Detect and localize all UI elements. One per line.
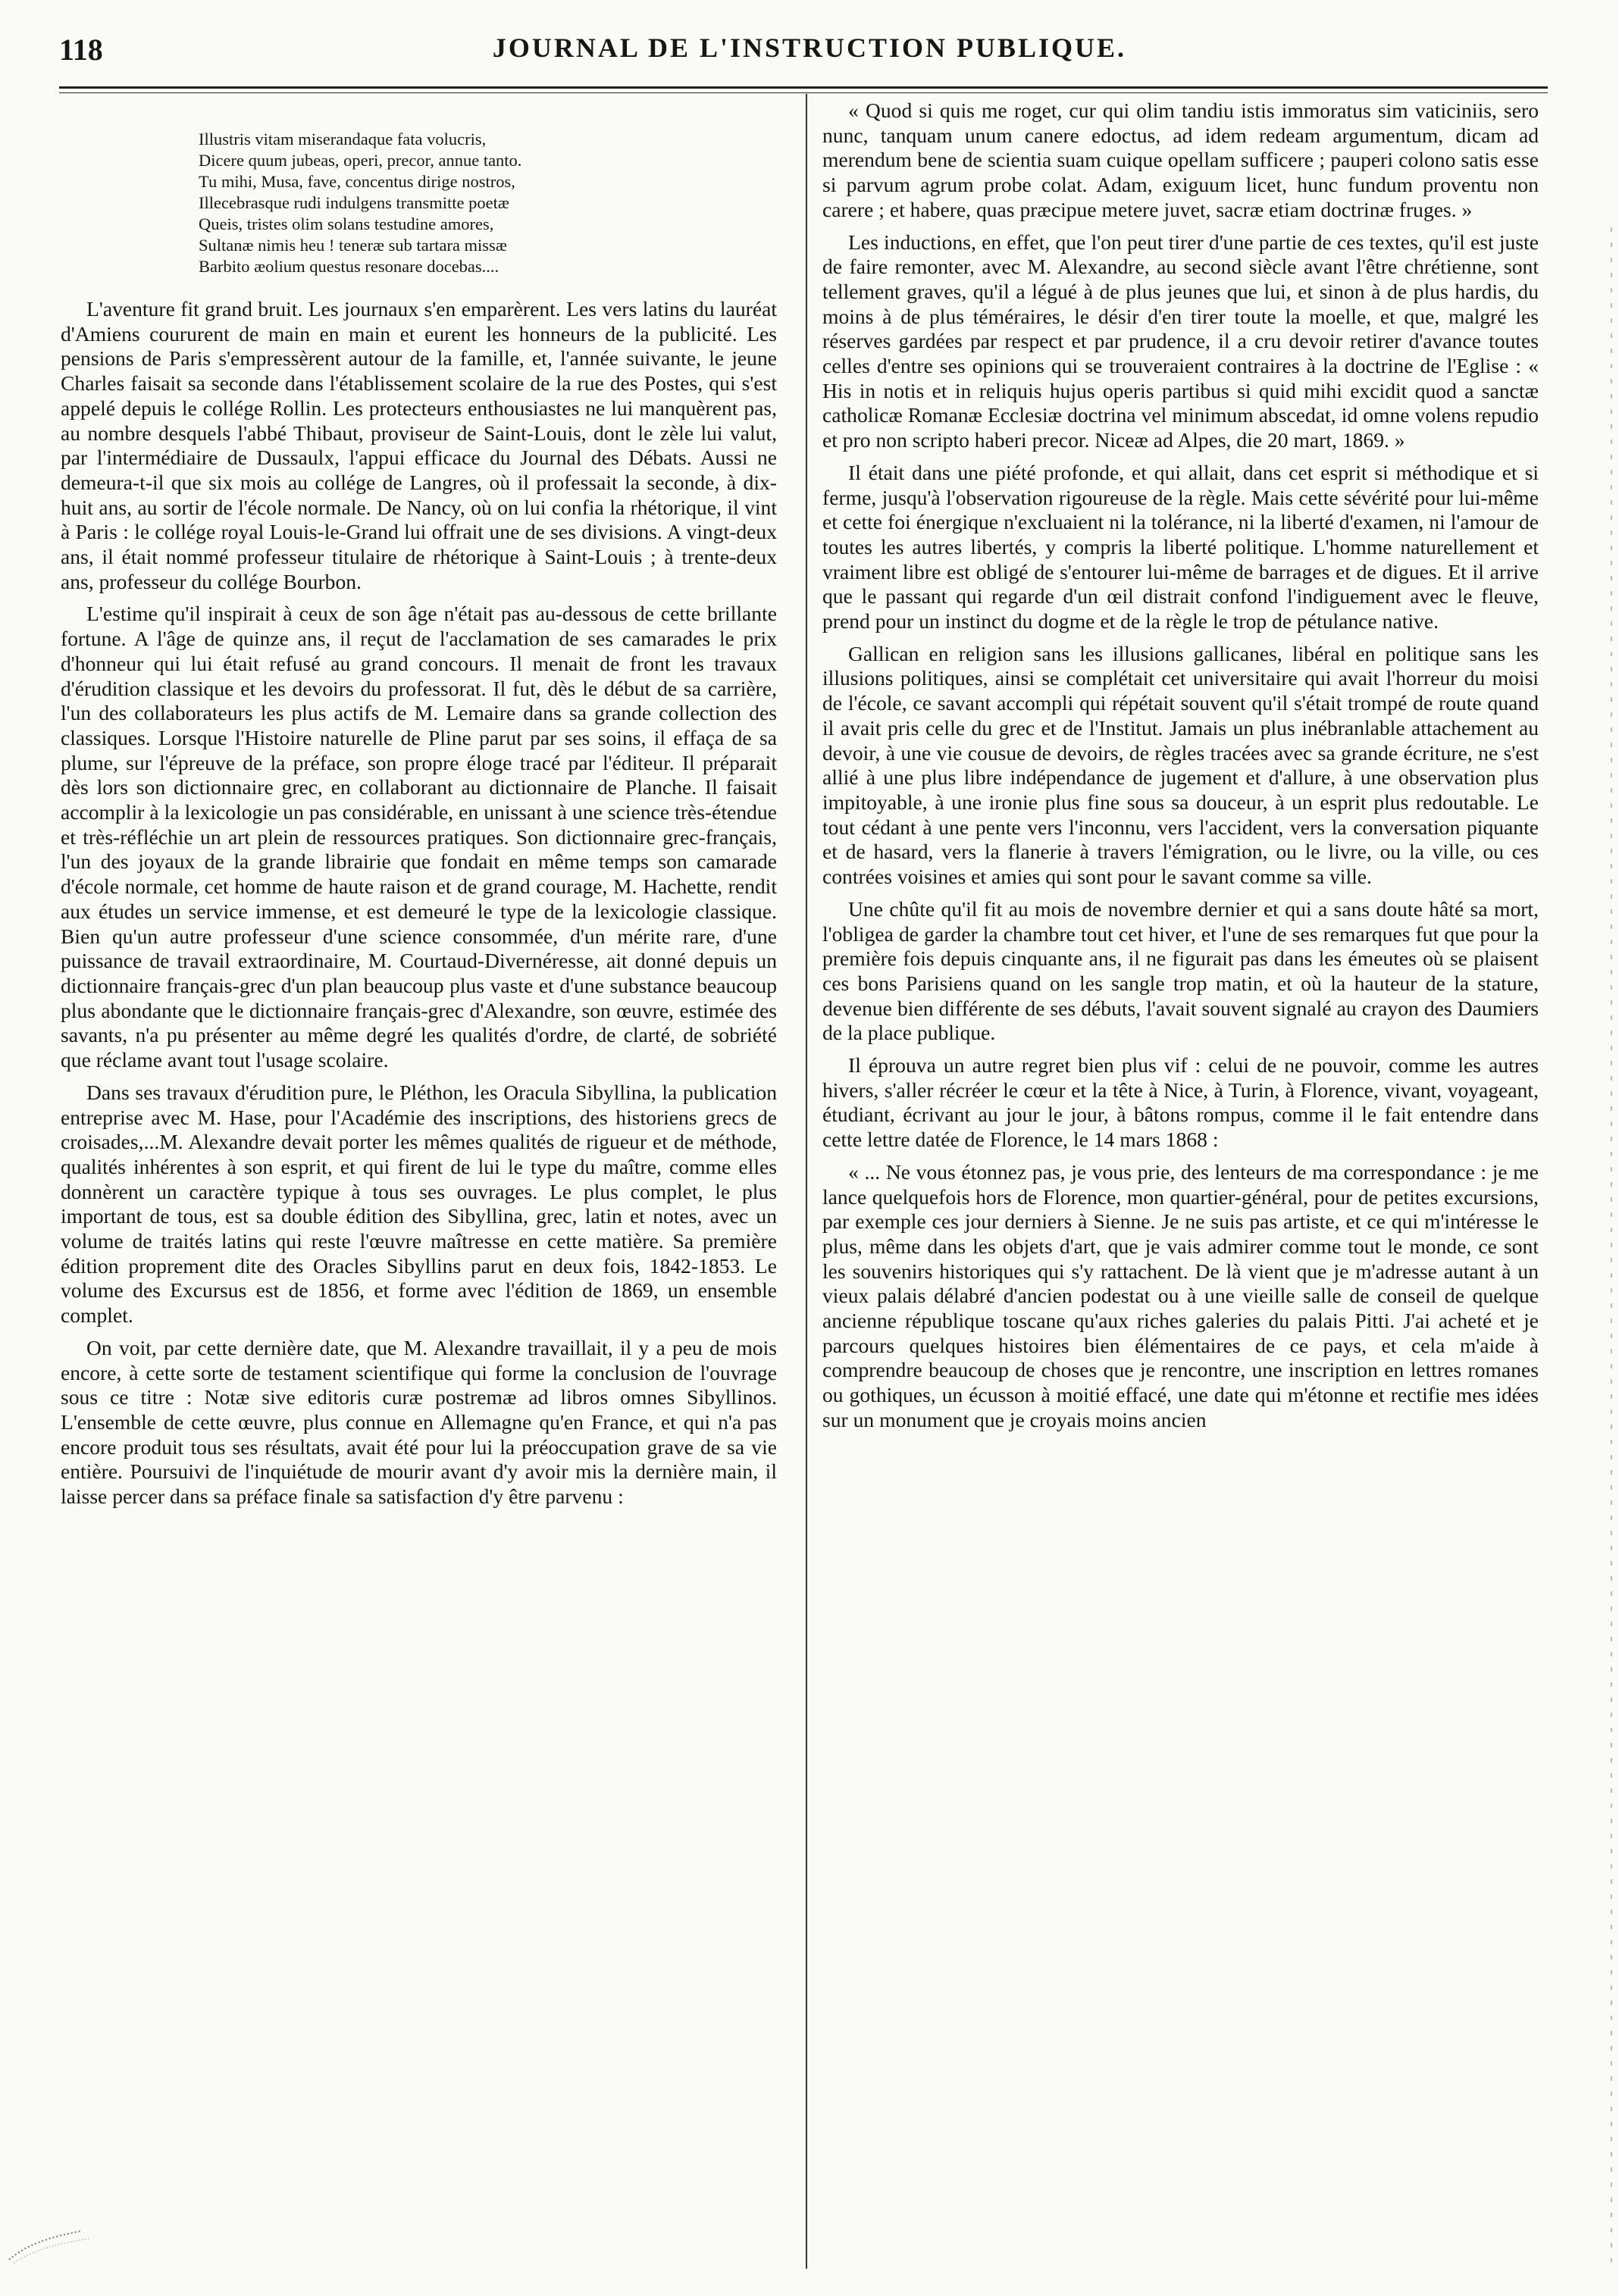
verse-line: Illustris vitam miserandaque fata volucris, <box>199 130 487 149</box>
running-title: JOURNAL DE L'INSTRUCTION PUBLIQUE. <box>492 33 1127 63</box>
header-rule <box>59 86 1548 93</box>
verse-line: Barbito æolium questus resonare docebas.... <box>199 257 499 276</box>
paragraph: Il était dans une piété profonde, et qui allait, dans cet esprit si méthodique et si ferme, jusqu'à l'observation rigoureuse de la règle. Mais cette sévérité pour lui-même et cette foi énergique n'excluaient ni la tolérance, ni la liberté d'examen, ni l'amour de toutes les autres libertés, y compris la liberté politique. L'homme naturellement et vraiment libre est obligé de s'entourer lui-même de barrages et de digues. Et il arrive que le passant qui regarde d'un œil distrait confond l'indiguement avec le fleuve, prend pour un instinct du dogme et de la règle le trop de pétulance native. <box>822 460 1539 633</box>
verse-line: Queis, tristes olim solans testudine amores, <box>199 214 494 233</box>
latin-verse <box>199 129 777 277</box>
verse-line: Sultanæ nimis heu ! teneræ sub tartara missæ <box>199 236 507 255</box>
right-column <box>822 99 1539 1440</box>
letter-quotation: « ... Ne vous étonnez pas, je vous prie, des lenteurs de ma correspondance : je me lance quelquefois hors de Florence, mon quartier-général, pour de petites excursions, par exemple ces jour derniers à Sienne. Je ne suis pas artiste, et ce qui m'intéresse le plus, même dans les objets d'art, que je vais admirer comme tout le monde, ce sont les souvenirs historiques qui s'y rattachent. De là vient que je m'adresse autant à un vieux palais délabré d'ancien podestat ou à une vieille salle de conseil de quelque ancienne république toscane qu'aux riches galeries du palais Pitti. J'ai acheté et je parcours quelques histoires bien élémentaires de ce pays, et cela m'aide à comprendre beaucoup de choses que je rencontre, une inscription en lettres romanes ou gothiques, un écusson à moitié effacé, une date qui m'étonne et rectifie mes idées sur un monument que je croyais moins ancien <box>822 1159 1539 1431</box>
latin-quotation: « Quod si quis me roget, cur qui olim tandiu istis immoratus sim vaticiniis, sero nunc, tanquam unum canere edoctus, ad idem redeam argumentum, dicam ad merendum bene de scientia suam cuique opellam sufficere ; pauperi colono satis esse si parvum agrum probe colat. Adam, exiguum licet, hunc fundum proventu non carere ; et habere, quas præcipue metere juvet, sacræ etiam doctrinæ fruges. » <box>822 99 1539 221</box>
column-divider <box>806 94 807 2269</box>
paragraph: Dans ses travaux d'érudition pure, le Pléthon, les Oracula Sibyllina, la publication entreprise avec M. Hase, pour l'Académie des inscriptions, des historiens grecs de croisades,...M. Alexandre devait porter les mêmes qualités de rigueur et de méthode, qualités inhérentes à son esprit, et qui firent de lui le type du maître, comme elles donnèrent un caractère typique à tous ses ouvrages. Le plus complet, le plus important de tous, est sa double édition des Sibyllina, grec, latin et notes, avec un volume de traités latins qui reste l'œuvre maîtresse en cette matière. Sa première édition proprement dite des Oracles Sibyllins parut en deux fois, 1842-1853. Le volume des Excursus est de 1856, et forme avec l'édition de 1869, un ensemble complet. <box>61 1080 777 1328</box>
paragraph: Il éprouva un autre regret bien plus vif : celui de ne pouvoir, comme les autres hivers, s'aller récréer le cœur et la tête à Nice, à Turin, à Florence, vivant, voyageant, étudiant, écrivant au jour le jour, à bâtons rompus, comme il le fait entendre dans cette lettre datée de Florence, le 14 mars 1868 : <box>822 1053 1539 1152</box>
page-edge-speckle <box>1608 227 1614 2273</box>
paragraph: On voit, par cette dernière date, que M. Alexandre travaillait, il y a peu de mois encore, à cette sorte de testament scientifique qui forme la conclusion de l'ouvrage sous ce titre : Notæ sive editoris curæ postremæ ad libros omnes Sibyllinos. L'ensemble de cette œuvre, plus connue en Allemagne qu'en France, et qui n'a pas encore produit tous ses résultats, avait été pour lui la préoccupation grave de sa vie entière. Poursuivi de l'inquiétude de mourir avant d'y avoir mis la dernière main, il laisse percer dans sa préface finale sa satisfaction d'y être parvenu : <box>61 1335 777 1509</box>
verse-line: Illecebrasque rudi indulgens transmitte poetæ <box>199 193 509 212</box>
ink-smudge <box>6 2220 97 2266</box>
verse-line: Tu mihi, Musa, fave, concentus dirige nostros, <box>199 172 515 191</box>
verse-line: Dicere quum jubeas, operi, precor, annue tanto. <box>199 151 522 170</box>
paragraph: L'aventure fit grand bruit. Les journaux s'en emparèrent. Les vers latins du lauréat d'Amiens coururent de main en main et eurent les honneurs de la publicité. Les pensions de Paris s'empressèrent autour de la famille, et, l'année suivante, le jeune Charles faisait sa seconde dans l'établissement scolaire de la rue des Postes, qui s'est appelé depuis le collége Rollin. Les protecteurs enthousiastes ne lui manquèrent pas, au nombre desquels l'abbé Thibaut, proviseur de Saint-Louis, dont le zèle lui valut, par l'intermédiaire de Dussaulx, l'appui efficace du Journal des Débats. Aussi ne demeura-t-il que six mois au collége de Langres, où il professait la seconde, à dix-huit ans, au sortir de l'école normale. De Nancy, où on lui confia la rhétorique, il vint à Paris : le collége royal Louis-le-Grand lui offrait une de ses divisions. A vingt-deux ans, il était nommé professeur titulaire de rhétorique à Saint-Louis ; à trente-deux ans, professeur du collége Bourbon. <box>61 297 777 593</box>
paragraph: Gallican en religion sans les illusions gallicanes, libéral en politique sans les illusions politiques, ainsi se complétait cet universitaire qui avait l'horreur du moisi de l'école, ce savant accompli qui répétait souvent qu'il s'était trompé de route quand il avait pris celle du grec et de l'Institut. Jamais un plus inébranlable attachement au devoir, à une vie cousue de devoirs, de règles tracées avec sa grande écriture, ne s'est allié à une plus libre indépendance de jugement et d'allure, à une observation plus impitoyable, à une ironie plus fine sous sa douceur, à un esprit plus redoutable. Le tout cédant à une pente vers l'inconnu, vers l'accident, vers la conversation piquante et de hasard, vers la flanerie à travers l'émigration, ou le livre, ou la ville, ou ces contrées voisines et amies qui sont pour le savant comme sa ville. <box>822 641 1539 889</box>
paragraph: L'estime qu'il inspirait à ceux de son âge n'était pas au-dessous de cette brillante fortune. A l'âge de quinze ans, il reçut de l'acclamation de ses camarades le prix d'honneur qui lui était refusé au grand concours. Il menait de front les travaux d'érudition classique et les devoirs du professorat. Il fut, dès le début de sa carrière, l'un des collaborateurs les plus actifs de M. Lemaire dans sa grande collection des classiques. Lorsque l'Histoire naturelle de Pline parut par ses soins, il effaça de sa plume, sur l'épreuve de la préface, son propre éloge tracé par l'éditeur. Il préparait dès lors son dictionnaire grec, en collaborant au dictionnaire de Planche. Il faisait accomplir à la lexicologie un pas considérable, en unissant à une science très-étendue et très-réfléchie un art plein de ressources pratiques. Son dictionnaire grec-français, l'un des joyaux de la grande librairie que fondait en même temps son camarade d'école normale, cet homme de haute raison et de grand courage, M. Hachette, rendit aux études un service immense, et est demeuré le type de la lexicologie classique. Bien qu'un autre professeur d'une science consommée, d'un mérite rare, d'une puissance de travail extraordinaire, M. Courtaud-Divernéresse, ait donné depuis un dictionnaire français-grec d'un plan beaucoup plus vaste et d'une substance beaucoup plus abondante que le dictionnaire français-grec d'Alexandre, son œuvre, estimée des savants, n'a pu présenter au même degré les qualités d'ordre, de clarté, de sobriété que réclame avant tout l'usage scolaire. <box>61 602 777 1072</box>
paragraph: Une chûte qu'il fit au mois de novembre dernier et qui a sans doute hâté sa mort, l'obligea de garder la chambre tout cet hiver, et l'une de ses remarques fut que pour la première fois depuis cinquante ans, il ne figurait pas dans les émeutes où se plaisent ces bons Parisiens quand on les sangle trop matin, et où la hauteur de la stature, devenue bien différente de ses débuts, l'avait souvent signalé au crayon des Daumiers de la place publique. <box>822 896 1539 1045</box>
left-column <box>61 99 777 1517</box>
paragraph: Les inductions, en effet, que l'on peut tirer d'une partie de ces textes, qu'il est juste de faire remonter, avec M. Alexandre, au second siècle avant l'être chrétienne, sont tellement graves, qu'il a légué à de plus jeunes que lui, et sinon à de plus hardis, du moins à de plus téméraires, le désir d'en tirer toute la moelle, et que, malgré les réserves gardées par respect et par prudence, il a cru devoir retirer d'avance toutes celles d'entre ses opinions qui se trouveraient contraires à la doctrine de l'Eglise : « His in notis et in reliquis hujus operis partibus si quid mihi excidit quod a sanctæ catholicæ Romanæ Ecclesiæ doctrina vel minimum abscedat, id omne volens repudio et pro non scripto haberi precor. Niceæ ad Alpes, die 20 mart, 1869. » <box>822 230 1539 452</box>
page-number: 118 <box>59 33 103 67</box>
